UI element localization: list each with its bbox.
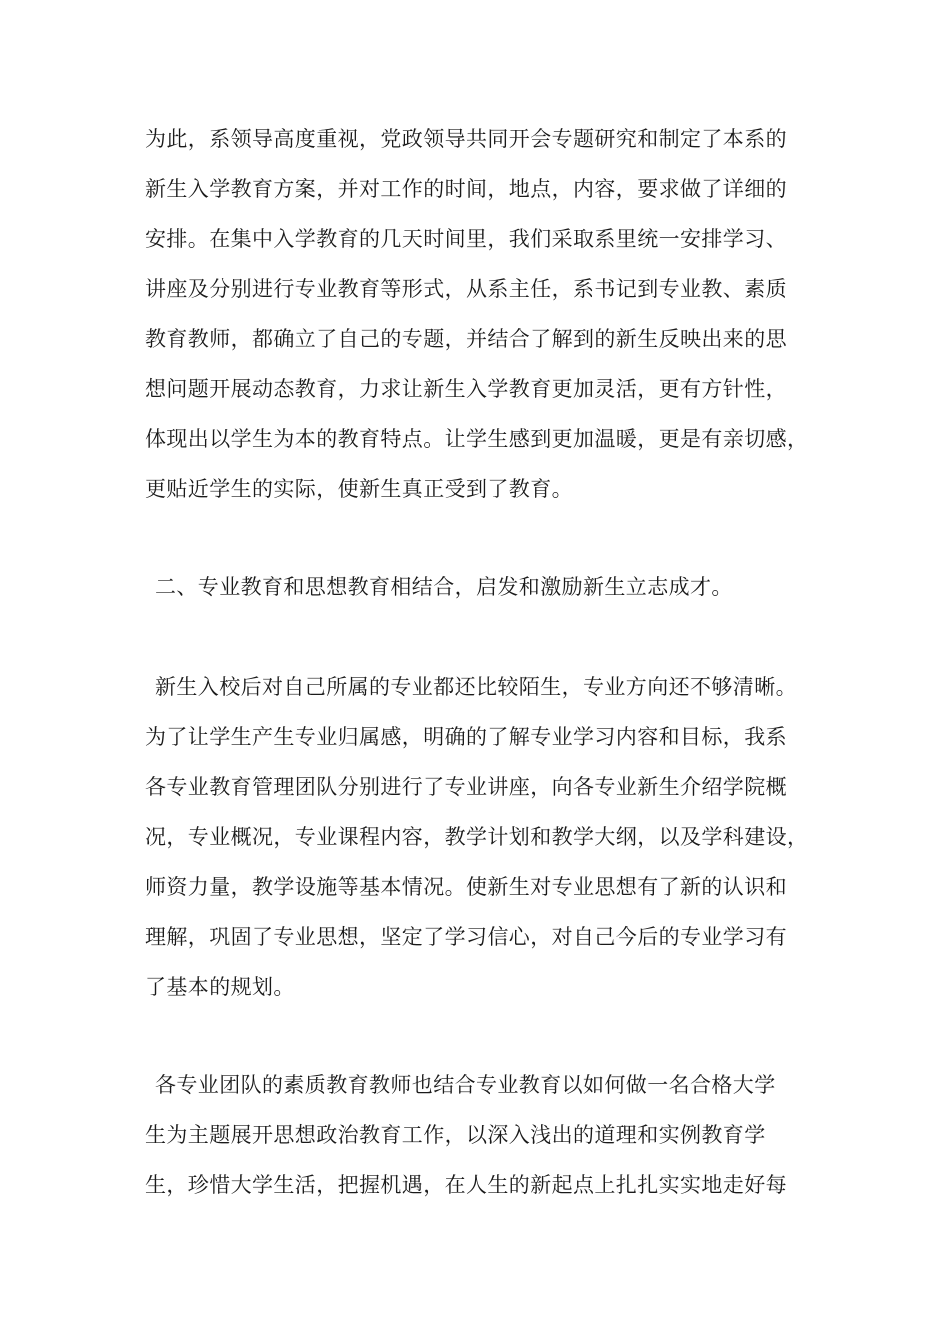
text-line: 了基本的规划。 bbox=[145, 975, 295, 999]
text-line: 师资力量，教学设施等基本情况。使新生对专业思想有了新的认识和 bbox=[145, 875, 787, 899]
text-line: 生，珍惜大学生活，把握机遇，在人生的新起点上扎扎实实地走好每 bbox=[145, 1173, 787, 1197]
text-line: 讲座及分别进行专业教育等形式，从系主任，系书记到专业教、素质 bbox=[145, 277, 787, 301]
text-line: 为了让学生产生专业归属感，明确的了解专业学习内容和目标，我系 bbox=[145, 725, 787, 749]
text-line: 想问题开展动态教育，力求让新生入学教育更加灵活，更有方针性， bbox=[145, 377, 787, 401]
text-line: 安排。在集中入学教育的几天时间里，我们采取系里统一安排学习、 bbox=[145, 227, 787, 251]
text-line: 为此，系领导高度重视，党政领导共同开会专题研究和制定了本系的 bbox=[145, 127, 787, 151]
text-line: 况，专业概况，专业课程内容，教学计划和教学大纲，以及学科建设， bbox=[145, 825, 809, 849]
text-line: 理解，巩固了专业思想，坚定了学习信心，对自己今后的专业学习有 bbox=[145, 925, 787, 949]
text-line: 教育教师，都确立了自己的专题，并结合了解到的新生反映出来的思 bbox=[145, 327, 787, 351]
text-line: 各专业团队的素质教育教师也结合专业教育以如何做一名合格大学 bbox=[155, 1073, 776, 1097]
text-line: 体现出以学生为本的教育特点。让学生感到更加温暖，更是有亲切感， bbox=[145, 427, 809, 451]
text-line: 各专业教育管理团队分别进行了专业讲座，向各专业新生介绍学院概 bbox=[145, 775, 787, 799]
text-line: 新生入校后对自己所属的专业都还比较陌生，专业方向还不够清晰。 bbox=[155, 675, 797, 699]
text-line: 新生入学教育方案，并对工作的时间，地点，内容，要求做了详细的 bbox=[145, 177, 787, 201]
text-line: 生为主题展开思想政治教育工作，以深入浅出的道理和实例教育学 bbox=[145, 1123, 766, 1147]
section-heading: 二、专业教育和思想教育相结合，启发和激励新生立志成才。 bbox=[155, 575, 733, 599]
text-line: 更贴近学生的实际，使新生真正受到了教育。 bbox=[145, 477, 573, 501]
